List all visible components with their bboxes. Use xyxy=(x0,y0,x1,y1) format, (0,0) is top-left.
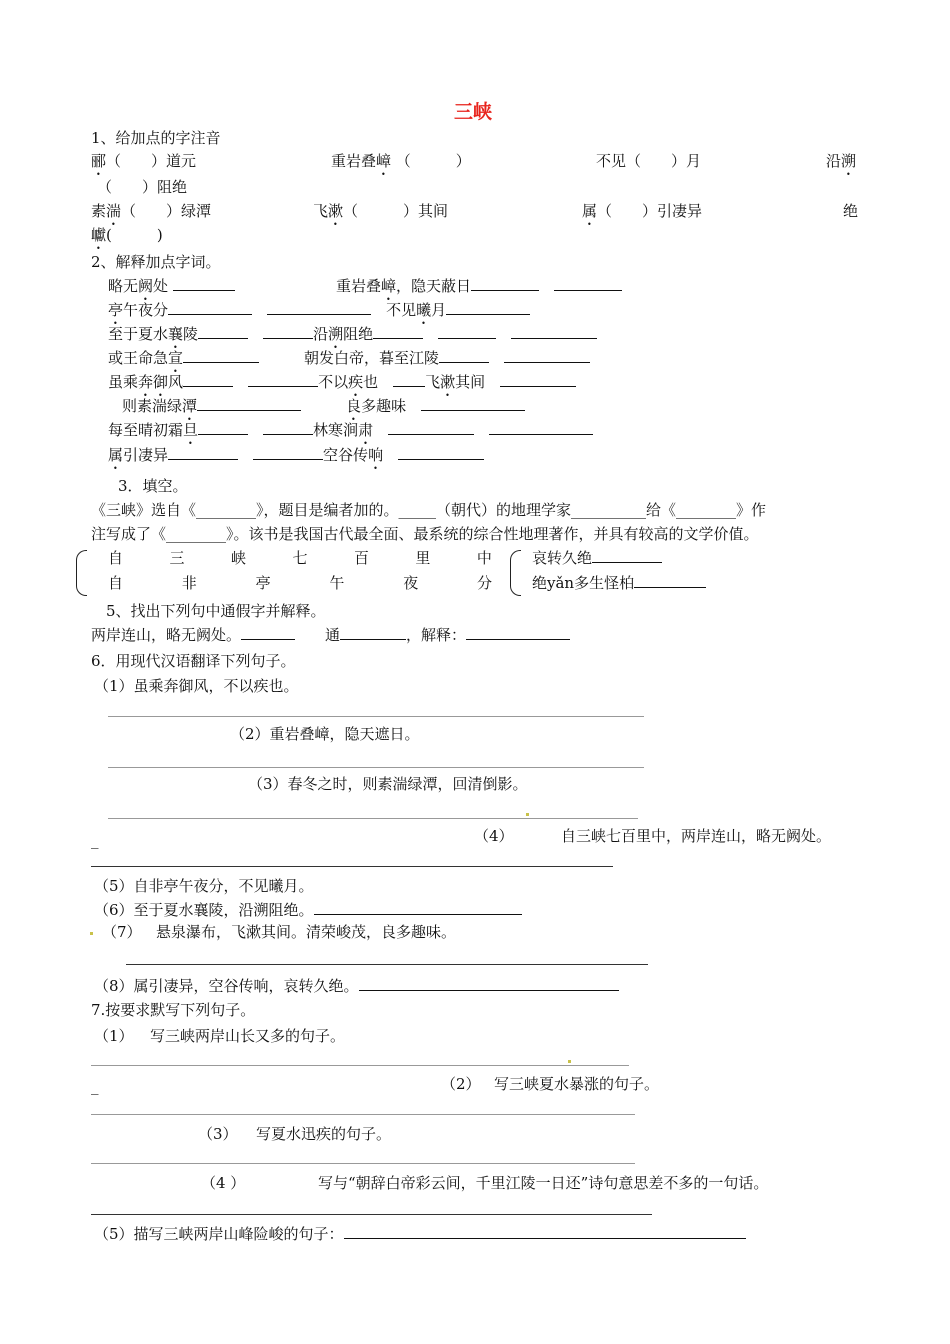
q1-item-zhang: 重岩叠嶂 （ ） xyxy=(331,152,471,170)
answer-line xyxy=(108,767,644,768)
page-title: 三峡 xyxy=(454,101,493,123)
q3-left-row2: 自 非 亭 午 夜 分 xyxy=(108,574,492,592)
left-brace xyxy=(76,550,87,596)
q6-item-5: （5）自非亭午夜分，不见曦月。 xyxy=(94,877,314,895)
q7-item-5: （5）描写三峡两岸山峰险峻的句子： xyxy=(94,1224,746,1244)
q2-item: 略无阙处 xyxy=(108,276,235,304)
q5-heading: 5、找出下列句中通假字并解释。 xyxy=(106,602,326,620)
answer-line xyxy=(91,1114,635,1115)
q7-item-2-num: （2） xyxy=(441,1075,481,1093)
q7-item-4: 写与“朝辞白帝彩云间，千里江陵一日还”诗句意思差不多的一句话。 xyxy=(318,1174,769,1192)
q2-item: 则素湍绿潭 良多趣味 xyxy=(122,396,525,424)
q3-right-row1: 哀转久绝 xyxy=(532,548,662,568)
q1-item-tuan: 素湍（ ）绿潭 xyxy=(91,202,212,220)
q7-item-1: 写三峡两岸山长又多的句子。 xyxy=(150,1027,346,1045)
q2-item: 或王命急宣 朝发白帝，暮至江陵 xyxy=(108,348,590,376)
q2-item: 至于夏水襄陵 沿溯阻绝 xyxy=(108,324,597,352)
q6-item-1: （1）虽乘奔御风，不以疾也。 xyxy=(94,677,299,695)
q7-item-3: 写夏水迅疾的句子。 xyxy=(256,1125,392,1143)
q1-item-jue: 绝 xyxy=(843,202,859,220)
q2-item: 每至晴初霜旦 林寒涧肃 xyxy=(108,420,593,448)
q7-item-3-num: （3） xyxy=(198,1125,238,1143)
q7-item-4-num: （4 ） xyxy=(201,1174,246,1192)
q7-heading: 7.按要求默写下列句子。 xyxy=(91,1001,256,1019)
answer-line xyxy=(91,1065,629,1066)
speck xyxy=(90,932,93,935)
q7-item-2: 写三峡夏水暴涨的句子。 xyxy=(494,1075,660,1093)
q7-item-1-num: （1） xyxy=(94,1027,134,1045)
q6-item-3: （3）春冬之时，则素湍绿潭，回清倒影。 xyxy=(248,775,528,793)
q1-item-su: 沿溯 xyxy=(826,152,857,170)
q6-item-7: 悬泉瀑布，飞漱其间。清荣峻茂，良多趣味。 xyxy=(156,923,457,941)
right-brace xyxy=(510,550,521,596)
q3-left-row1: 自 三 峡 七 百 里 中 xyxy=(108,549,492,567)
q2-item: 亭午夜分 不见曦月 xyxy=(108,300,530,328)
q3-right-row2: 绝yǎn多生怪柏 xyxy=(532,573,706,593)
q1-item-shu: 飞漱（ ）其间 xyxy=(313,202,449,220)
q6-item-8: （8）属引凄异，空谷传响，哀转久绝。 xyxy=(94,976,619,996)
q5-line: 两岸连山，略无阙处。 通 ，解释： xyxy=(91,625,570,645)
q1-item-yan: 巘( ) xyxy=(91,226,163,244)
q6-item-4-num: （4） xyxy=(474,827,514,845)
q3-line1: 《三峡》选自《________》，题目是编者加的。_____（朝代）的地理学家__________给《________》作 xyxy=(91,501,767,519)
q1-item-zujue: （ ）阻绝 xyxy=(97,178,188,196)
q6-heading: 6．用现代汉语翻译下列句子。 xyxy=(91,652,296,670)
q6-item-2: （2）重岩叠嶂，隐天遮日。 xyxy=(230,725,420,743)
answer-line xyxy=(108,716,644,717)
answer-line xyxy=(91,1214,652,1215)
q3-line2: 注写成了《________》。该书是我国古代最全面、最系统的综合性地理著作，并具有较高的文学价值。 xyxy=(91,525,759,543)
q2-heading: 2、解释加点字词。 xyxy=(91,253,221,271)
q6-item-7-num: （7） xyxy=(102,923,142,941)
answer-line xyxy=(91,866,613,867)
q2-item: 重岩叠嶂，隐天蔽日 xyxy=(336,276,622,304)
speck xyxy=(526,813,529,816)
q1-item-li: 郦（ ）道元 xyxy=(91,152,197,170)
answer-line xyxy=(126,964,648,965)
q1-item-zhu: 属（ ）引凄异 xyxy=(582,202,703,220)
answer-line xyxy=(91,1163,635,1164)
dash-mark: _ xyxy=(91,831,99,849)
q1-heading: 1、给加点的字注音 xyxy=(91,129,221,147)
q6-item-6: （6）至于夏水襄陵，沿溯阻绝。 xyxy=(94,900,522,920)
q3-heading: 3．填空。 xyxy=(118,477,188,495)
answer-line xyxy=(108,818,638,819)
q2-item: 虽乘奔御风 不以疾也 飞漱其间 xyxy=(108,372,576,400)
speck xyxy=(568,1060,571,1063)
dash-mark: _ xyxy=(91,1077,99,1095)
q6-item-4: 自三峡七百里中，两岸连山，略无阙处。 xyxy=(561,827,832,845)
q2-item: 属引凄异 空谷传响 xyxy=(108,445,484,473)
q1-item-xi: 不见（ ）月 xyxy=(596,152,702,170)
